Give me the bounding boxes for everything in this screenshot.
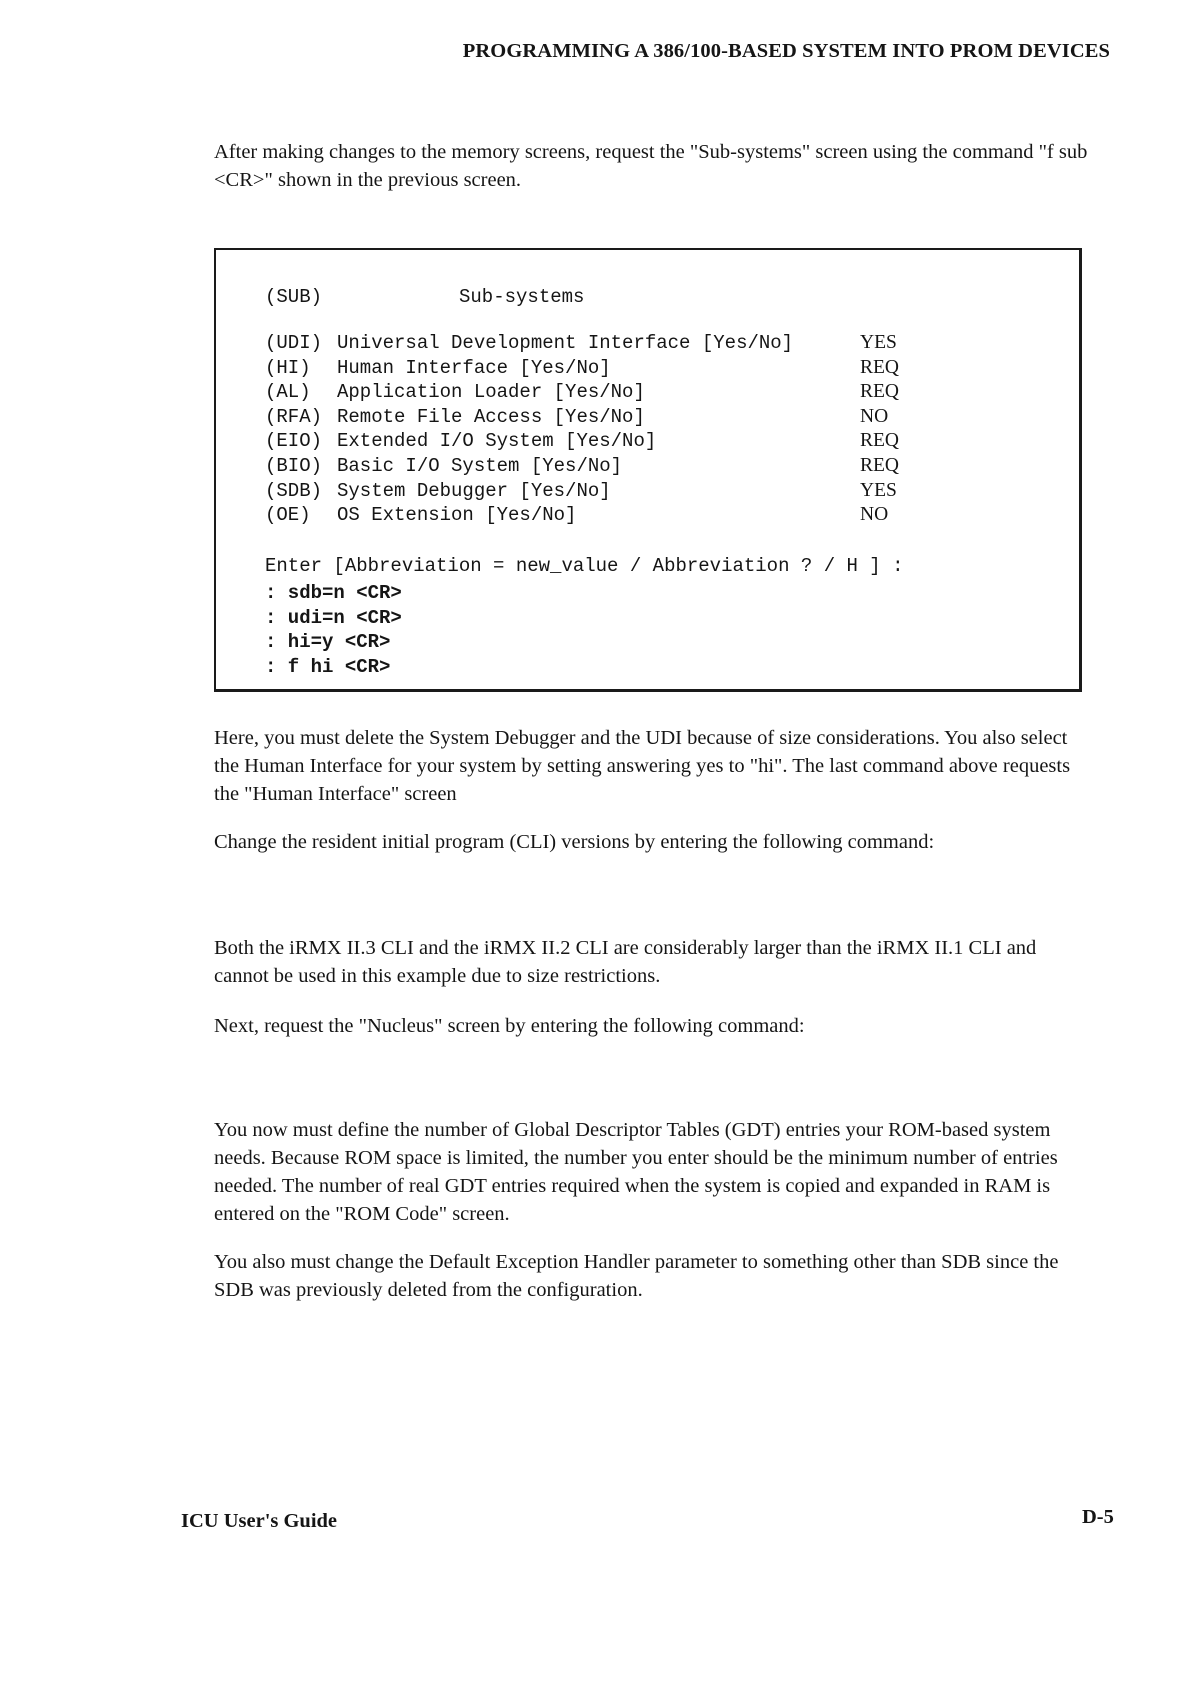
page-number: D-5 [1082, 1506, 1114, 1528]
command-list [265, 582, 402, 680]
subsystem-row [265, 455, 1069, 480]
row-abbr: (HI) [265, 356, 311, 379]
row-desc: Remote File Access [Yes/No] [337, 405, 645, 428]
subsystems-screen [214, 248, 1082, 692]
row-value: YES [860, 332, 897, 353]
subsystem-row [265, 332, 1069, 357]
subsystem-row [265, 381, 1069, 406]
gdt-paragraph: You now must define the number of Global Descriptor Tables (GDT) entries your ROM-based system needs. Because ROM space is limited, the number you enter should be the minimum number of entries needed. The number of real GDT entries required when the system is copied and expanded in RAM is entered on the "ROM Code" screen. [214, 1119, 1058, 1225]
subsystem-list [265, 332, 1069, 529]
row-abbr: (EIO) [265, 430, 323, 453]
row-value: NO [860, 405, 889, 427]
row-desc: Human Interface [Yes/No] [337, 356, 611, 379]
command-line: : f hi <CR> [265, 655, 391, 678]
row-value: YES [860, 479, 897, 501]
screen-title-row [265, 286, 584, 308]
row-value: NO [860, 504, 889, 526]
screen-abbr: (SUB) [265, 286, 323, 308]
row-desc: OS Extension [Yes/No] [337, 504, 577, 527]
row-desc: Universal Development Interface [Yes/No] [337, 332, 794, 354]
row-desc: System Debugger [Yes/No] [337, 479, 611, 502]
cli-size-paragraph: Both the iRMX II.3 CLI and the iRMX II.2 CLI are considerably larger than the iRMX II.1 CLI and cannot be used in this example due to size restrictions. [214, 937, 1037, 987]
subsystem-row [265, 480, 1069, 505]
row-desc: Basic I/O System [Yes/No] [337, 454, 623, 477]
row-abbr: (AL) [265, 381, 311, 404]
subsystem-row [265, 406, 1069, 431]
entry-prompt: Enter [Abbreviation = new_value / Abbreviation ? / H ] : [265, 555, 904, 577]
nucleus-paragraph: Next, request the "Nucleus" screen by entering the following command: [214, 1015, 805, 1037]
running-header: PROGRAMMING A 386/100-BASED SYSTEM INTO PROM DEVICES [462, 40, 1110, 62]
row-abbr: (SDB) [265, 479, 323, 502]
row-value: REQ [860, 356, 899, 378]
row-abbr: (RFA) [265, 405, 323, 428]
subsystem-row [265, 357, 1069, 382]
row-value: REQ [860, 454, 899, 476]
command-line: : sdb=n <CR> [265, 582, 402, 604]
explanation-paragraph: Here, you must delete the System Debugger and the UDI because of size considerations. You also select the Human Interface for your system by setting answering yes to "hi". The last command above requests the "Human Interface" screen [214, 727, 1071, 805]
command-line: : hi=y <CR> [265, 631, 391, 653]
row-desc: Application Loader [Yes/No] [337, 381, 645, 404]
row-desc: Extended I/O System [Yes/No] [337, 430, 657, 453]
row-abbr: (BIO) [265, 454, 323, 477]
screen-title: Sub-systems [459, 286, 585, 308]
exception-handler-paragraph: You also must change the Default Exception Handler parameter to something other than SDB since the SDB was previously deleted from the configuration. [214, 1251, 1059, 1301]
subsystem-row [265, 430, 1069, 455]
row-abbr: (UDI) [265, 332, 323, 354]
footer-guide-title: ICU User's Guide [181, 1510, 338, 1532]
row-value: REQ [860, 430, 899, 452]
subsystem-row [265, 504, 1069, 529]
row-abbr: (OE) [265, 504, 311, 527]
row-value: REQ [860, 381, 899, 403]
intro-paragraph: After making changes to the memory screens, request the "Sub-systems" screen using the command "f sub <CR>" shown in the previous screen. [214, 141, 1088, 191]
command-line: : udi=n <CR> [265, 606, 402, 629]
change-cli-paragraph: Change the resident initial program (CLI) versions by entering the following command: [214, 831, 935, 853]
